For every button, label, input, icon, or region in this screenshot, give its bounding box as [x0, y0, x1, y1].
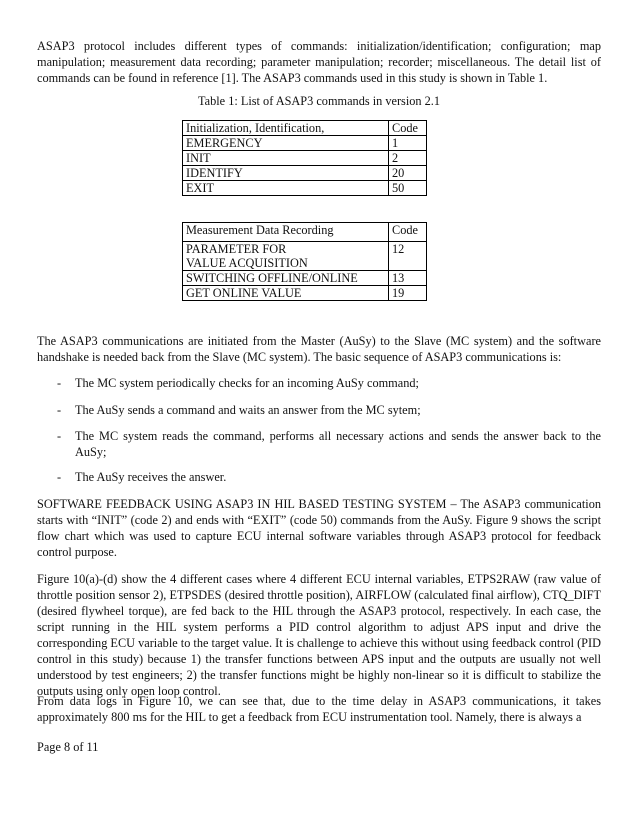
list-item	[57, 469, 601, 485]
table-row	[183, 271, 427, 286]
table-row	[183, 242, 427, 271]
list-item	[57, 428, 601, 460]
command-cell: GET ONLINE VALUE	[183, 286, 389, 301]
figure-10-paragraph: Figure 10(a)-(d) show the 4 different cases where 4 different ECU internal variables, ETPS2RAW (raw value of throttle position sensor 2), ETPSDES (desired throttle position), AIRFLOW (calculated final airflow), CTQ_DIFT (desired flywheel torque), are fed back to the HIL through the ASAP3 protocol, respectively. In each case, the script running in the HIL system performs a PID control algorithm to adjust APS input and drive the corresponding ECU variable to the target value. It is challenge to achieve this without using feedback control (PID control in this study) because 1) the transfer functions between APS input and the outputs are usually not well understood by test engineers; 2) the transfer functions might be highly non-linear so it is difficult to stabilize the outputs using only open loop control.	[37, 572, 601, 698]
list-item-text: The AuSy sends a command and waits an answer from the MC sytem;	[75, 403, 421, 417]
code-cell: 50	[389, 181, 427, 196]
code-cell: 20	[389, 166, 427, 181]
table-row	[183, 181, 427, 196]
table-row	[183, 286, 427, 301]
command-cell: INIT	[183, 151, 389, 166]
table-row	[183, 151, 427, 166]
table-header-cell: Code	[389, 121, 427, 136]
list-item-text: The MC system reads the command, performs all necessary actions and sends the answer back to the AuSy;	[75, 429, 601, 459]
table-header-cell: Initialization, Identification,	[183, 121, 389, 136]
bullet-marker: -	[57, 403, 62, 417]
software-feedback-paragraph: SOFTWARE FEEDBACK USING ASAP3 IN HIL BASED TESTING SYSTEM – The ASAP3 communication starts with “INIT” (code 2) and ends with “EXIT” (code 50) commands from the AuSy. Figure 9 shows the script flow chart which was used to capture ECU internal software variables through ASAP3 protocol for feedback control purpose.	[37, 497, 601, 559]
list-item-text: The AuSy receives the answer.	[75, 470, 227, 484]
command-cell: SWITCHING OFFLINE/ONLINE	[183, 271, 389, 286]
table-init-identification	[182, 120, 427, 196]
intro-paragraph: ASAP3 protocol includes different types of commands: initialization/identification; configuration; map manipulation; measurement data recording; parameter manipulation; recorder; miscellaneous. The detail list of commands can be found in reference [1]. The ASAP3 commands used in this study is shown in Table 1.	[37, 39, 601, 85]
table-measurement-recording	[182, 222, 427, 301]
code-cell: 12	[389, 242, 427, 271]
code-cell: 13	[389, 271, 427, 286]
code-cell: 1	[389, 136, 427, 151]
table-header-row	[183, 223, 427, 242]
table-header-cell: Code	[389, 223, 427, 242]
command-cell: EXIT	[183, 181, 389, 196]
code-cell: 2	[389, 151, 427, 166]
bullet-marker: -	[57, 470, 62, 484]
table-header-cell: Measurement Data Recording	[183, 223, 389, 242]
list-item-text: The MC system periodically checks for an incoming AuSy command;	[75, 376, 419, 390]
command-cell: PARAMETER FOR VALUE ACQUISITION	[183, 242, 389, 271]
code-cell: 19	[389, 286, 427, 301]
table-row	[183, 136, 427, 151]
table-caption: Table 1: List of ASAP3 commands in version 2.1	[198, 94, 440, 108]
command-cell: EMERGENCY	[183, 136, 389, 151]
command-cell: IDENTIFY	[183, 166, 389, 181]
list-item	[57, 375, 601, 391]
table-row	[183, 166, 427, 181]
page-number: Page 8 of 11	[37, 740, 99, 754]
table-header-row	[183, 121, 427, 136]
data-logs-paragraph: From data logs in Figure 10, we can see that, due to the time delay in ASAP3 communications, it takes approximately 800 ms for the HIL to get a feedback from ECU instrumentation tool. Namely, there is always a	[37, 694, 601, 724]
list-item	[57, 402, 601, 418]
communication-paragraph: The ASAP3 communications are initiated from the Master (AuSy) to the Slave (MC system) and the software handshake is needed back from the Slave (MC system). The basic sequence of ASAP3 communications is:	[37, 334, 601, 364]
bullet-marker: -	[57, 429, 62, 443]
bullet-marker: -	[57, 376, 62, 390]
